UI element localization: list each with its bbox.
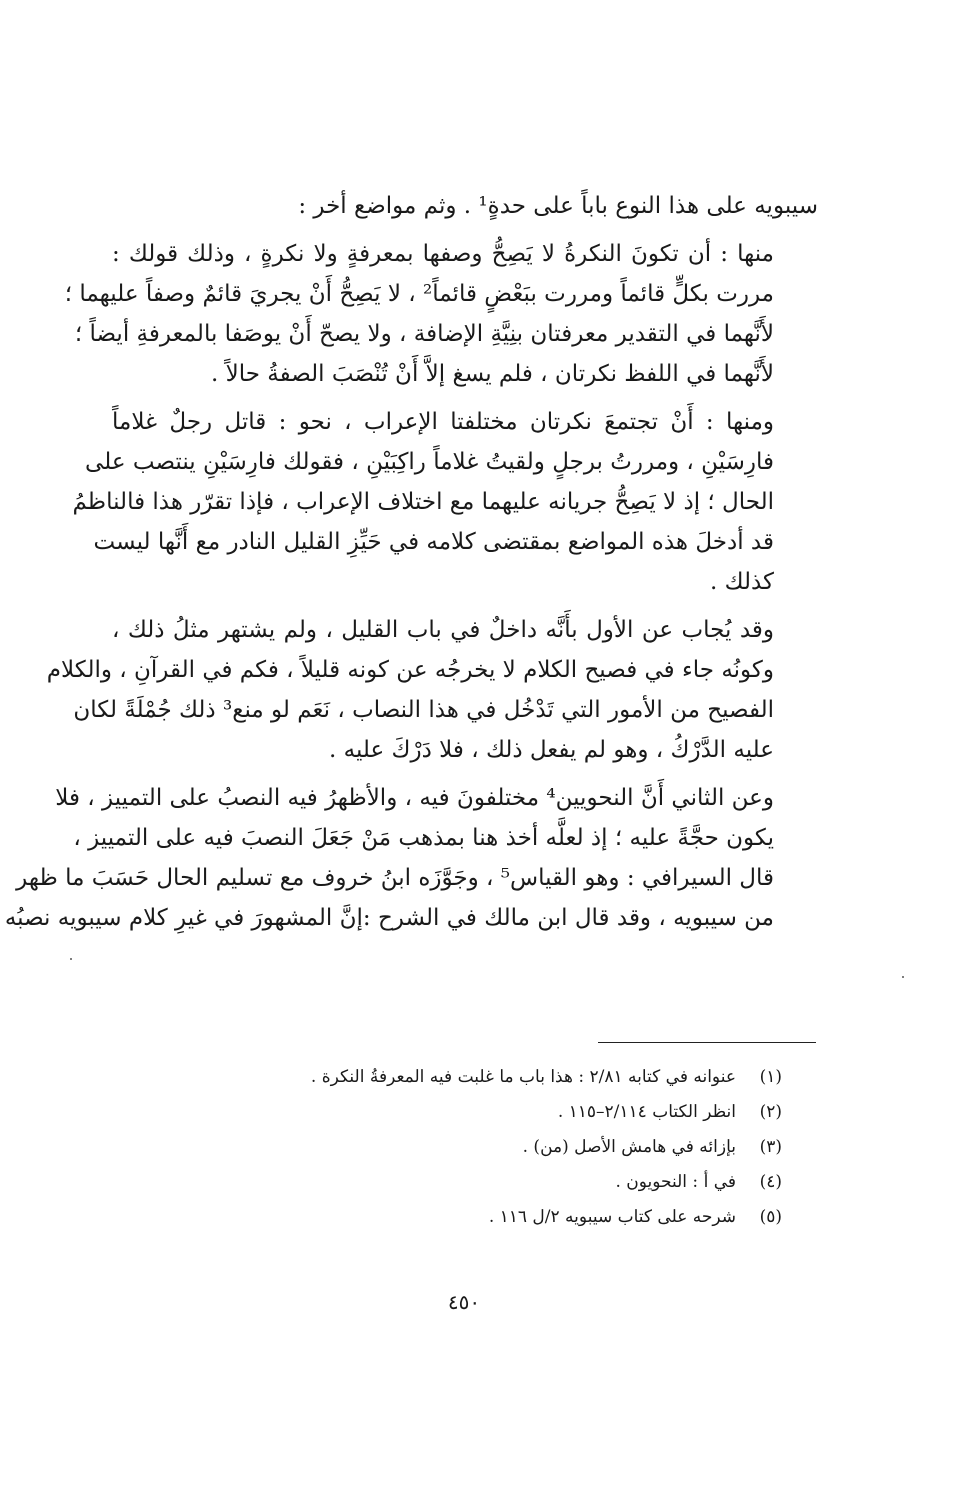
footnote-item [300, 1095, 782, 1130]
text-line: فارِسَيْنِ ، ومررتُ برجلٍ ولقيتُ غلاماً راكِبَيْنِ ، فقولك فارِسَيْنِ ينتصب على [85, 449, 774, 475]
text-line: الحال ؛ إذ لا يَصِحُّ جريانه عليهما مع اختلاف الإعراب ، فإذا تقرّر هذا فالناظمُ [72, 489, 774, 515]
text-line: وكونُه جاء في فصيح الكلام لا يخرجُه عن كونه قليلاً ، فكم في القرآنِ ، والكلام [46, 657, 774, 683]
main-text [4, 186, 818, 938]
text-line: كذلك . [709, 569, 774, 595]
paragraph-2 [64, 234, 818, 394]
footnote-text: بإزائه في هامش الأصل (من) . [522, 1137, 736, 1157]
footnote-number: (٥) [759, 1207, 782, 1227]
text-line: لأَنَّهما في اللفظ نكرتان ، فلم يسغ إلاَّ أَنْ تُنْصَبَ الصفةُ حالاً . [210, 361, 774, 387]
scan-speck [70, 958, 72, 960]
scan-speck [902, 976, 904, 978]
footnote-number: (٢) [759, 1102, 782, 1122]
footnote-item [300, 1200, 782, 1235]
paragraph-1 [112, 186, 818, 226]
paragraph-5 [4, 778, 818, 938]
paragraph-4 [46, 610, 818, 770]
footnote-item [300, 1060, 782, 1095]
text-line: عليه الدَّرْكُ ، وهو لم يفعل ذلك ، فلا دَرْكَ عليه . [329, 737, 774, 763]
text-line: وقد يُجاب عن الأول بأَنَّه داخلٌ في باب القليل ، ولم يشتهر مثلُ ذلك ، [112, 617, 774, 643]
footnotes [300, 1060, 782, 1235]
text-line: قال السيرافي : وهو القياس⁵ ، وجَوَّزَه ابنُ خروف مع تسليم الحال حَسَبَ ما ظهر [16, 865, 774, 891]
footnote-number: (٤) [759, 1172, 782, 1192]
text-line: ومنها : أَنْ تجتمعَ نكرتان مختلفتا الإعراب ، نحو : قاتل رجلٌ غلاماً [112, 409, 774, 435]
footnote-item [300, 1165, 782, 1200]
text-line: مررت بكلٍّ قائماً ومررت ببَعْضٍ قائماً² ، لا يَصِحُّ أَنْ يجريَ قائمٌ وصفاً عليهما ؛ [64, 281, 774, 307]
footnote-item [300, 1130, 782, 1165]
page-number: ٤٥٠ [447, 1290, 481, 1314]
text-line: وعن الثاني أَنَّ النحويين⁴ مختلفونَ فيه ، والأظهرُ فيه النصبُ على التمييز ، فلا [55, 785, 774, 811]
paragraph-3 [72, 402, 818, 602]
text-line: الفصيح من الأمور التي تَدْخُل في هذا النصاب ، نَعَم لو منع³ ذلك جُمْلَةً لكان [73, 697, 774, 723]
text-line: سيبويه على هذا النوع باباً على حدةٍ¹ . وثم مواضع أخر : [298, 193, 818, 219]
footnote-number: (٣) [759, 1137, 782, 1157]
footnote-text: انظر الكتاب ٢/١١٤–١١٥ . [557, 1102, 736, 1122]
text-line: قد أدخلَ هذه المواضع بمقتضى كلامه في حَيِّزِ القليل النادر مع أَنَّها ليست [93, 529, 774, 555]
footnote-text: شرحه على كتاب سيبويه ٢/ل ١١٦ . [488, 1207, 736, 1227]
footnote-number: (١) [759, 1067, 782, 1087]
footnote-divider [598, 1042, 816, 1043]
text-line: من سيبويه ، وقد قال ابن مالك في الشرح :إنَّ المشهورَ في غيرِ كلام سيبويه نصبُه [4, 905, 774, 931]
text-line: يكون حجَّةً عليه ؛ إذ لعلَّه أخذ هنا بمذهب مَنْ جَعَلَ النصبَ فيه على التمييز ، [73, 825, 774, 851]
text-line: منها : أن تكونَ النكرةُ لا يَصِحُّ وصفها بمعرفةٍ ولا نكرةٍ ، وذلك قولك : [112, 241, 774, 267]
text-line: لأَنَّهما في التقدير معرفتان بنِيَّةِ الإضافة ، ولا يصحّ أَنْ يوصَفا بالمعرفةِ أيضاً ؛ [74, 321, 774, 347]
footnote-text: في أ : النحويون . [615, 1172, 736, 1192]
footnote-text: عنوانه في كتابه ٢/٨١ : هذا باب ما غلبت فيه المعرفةُ النكرة . [310, 1067, 736, 1087]
